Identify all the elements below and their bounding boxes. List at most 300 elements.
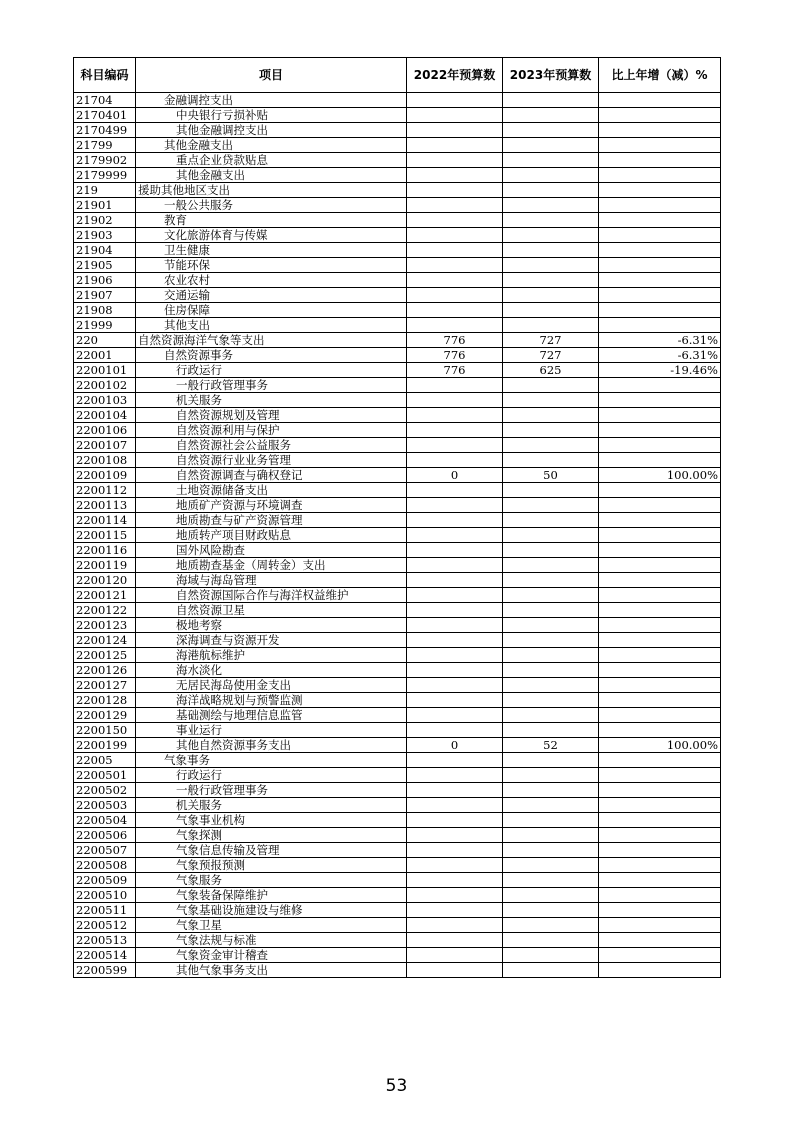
row-budget-2023	[503, 498, 599, 513]
row-item-name: 其他气象事务支出	[136, 963, 407, 978]
table-row	[74, 183, 721, 198]
row-budget-2022	[407, 423, 503, 438]
row-budget-2022	[407, 903, 503, 918]
row-code: 21903	[74, 228, 136, 243]
row-budget-2022	[407, 693, 503, 708]
table-row	[74, 453, 721, 468]
row-change-pct	[599, 708, 721, 723]
row-budget-2022	[407, 513, 503, 528]
row-change-pct	[599, 858, 721, 873]
row-budget-2023: 50	[503, 468, 599, 483]
row-change-pct	[599, 438, 721, 453]
row-code: 2200125	[74, 648, 136, 663]
row-code: 2200126	[74, 663, 136, 678]
row-budget-2023	[503, 783, 599, 798]
row-change-pct	[599, 873, 721, 888]
row-code: 2200511	[74, 903, 136, 918]
row-code: 22001	[74, 348, 136, 363]
table-row	[74, 543, 721, 558]
row-budget-2022	[407, 708, 503, 723]
header-budget-2023: 2023年预算数	[503, 58, 599, 93]
row-item-name: 气象服务	[136, 873, 407, 888]
row-code: 2170499	[74, 123, 136, 138]
row-change-pct	[599, 498, 721, 513]
row-budget-2022: 776	[407, 348, 503, 363]
table-row	[74, 618, 721, 633]
row-change-pct	[599, 618, 721, 633]
row-budget-2023	[503, 798, 599, 813]
row-item-name: 土地资源储备支出	[136, 483, 407, 498]
table-row	[74, 483, 721, 498]
table-row	[74, 753, 721, 768]
row-budget-2023	[503, 123, 599, 138]
row-change-pct	[599, 273, 721, 288]
row-item-name: 一般行政管理事务	[136, 378, 407, 393]
row-item-name: 气象预报预测	[136, 858, 407, 873]
row-code: 2200113	[74, 498, 136, 513]
row-budget-2023	[503, 693, 599, 708]
table-row	[74, 858, 721, 873]
row-item-name: 事业运行	[136, 723, 407, 738]
row-code: 2200121	[74, 588, 136, 603]
row-change-pct	[599, 288, 721, 303]
row-budget-2022	[407, 303, 503, 318]
row-code: 21906	[74, 273, 136, 288]
row-change-pct	[599, 918, 721, 933]
row-code: 2200124	[74, 633, 136, 648]
row-budget-2022	[407, 858, 503, 873]
table-row	[74, 798, 721, 813]
row-budget-2023	[503, 843, 599, 858]
row-code: 2200513	[74, 933, 136, 948]
row-item-name: 自然资源海洋气象等支出	[136, 333, 407, 348]
row-budget-2022	[407, 558, 503, 573]
row-code: 2200102	[74, 378, 136, 393]
row-budget-2023	[503, 678, 599, 693]
row-code: 2200107	[74, 438, 136, 453]
row-change-pct	[599, 948, 721, 963]
row-change-pct	[599, 753, 721, 768]
row-change-pct	[599, 828, 721, 843]
row-code: 2200599	[74, 963, 136, 978]
row-change-pct	[599, 528, 721, 543]
row-budget-2022	[407, 138, 503, 153]
row-item-name: 中央银行亏损补贴	[136, 108, 407, 123]
table-row	[74, 423, 721, 438]
row-item-name: 无居民海岛使用金支出	[136, 678, 407, 693]
row-item-name: 气象探测	[136, 828, 407, 843]
row-item-name: 机关服务	[136, 393, 407, 408]
row-budget-2022	[407, 228, 503, 243]
row-change-pct: -6.31%	[599, 348, 721, 363]
row-budget-2022	[407, 243, 503, 258]
table-row	[74, 498, 721, 513]
row-change-pct	[599, 543, 721, 558]
row-budget-2023	[503, 723, 599, 738]
row-item-name: 卫生健康	[136, 243, 407, 258]
row-change-pct	[599, 723, 721, 738]
row-code: 2200120	[74, 573, 136, 588]
row-code: 22005	[74, 753, 136, 768]
table-row	[74, 783, 721, 798]
row-budget-2023: 625	[503, 363, 599, 378]
row-item-name: 行政运行	[136, 363, 407, 378]
row-budget-2023: 52	[503, 738, 599, 753]
row-change-pct	[599, 393, 721, 408]
row-budget-2022	[407, 828, 503, 843]
table-row	[74, 843, 721, 858]
row-budget-2023	[503, 618, 599, 633]
row-code: 2200503	[74, 798, 136, 813]
table-row	[74, 588, 721, 603]
row-budget-2023	[503, 288, 599, 303]
table-row	[74, 888, 721, 903]
row-code: 21704	[74, 93, 136, 108]
table-row	[74, 348, 721, 363]
row-change-pct	[599, 318, 721, 333]
row-budget-2022	[407, 678, 503, 693]
row-budget-2022	[407, 483, 503, 498]
row-budget-2023	[503, 828, 599, 843]
row-change-pct	[599, 783, 721, 798]
row-budget-2022	[407, 663, 503, 678]
row-budget-2022	[407, 153, 503, 168]
row-change-pct	[599, 453, 721, 468]
table-row	[74, 513, 721, 528]
row-code: 21904	[74, 243, 136, 258]
row-item-name: 深海调查与资源开发	[136, 633, 407, 648]
row-budget-2023	[503, 258, 599, 273]
row-item-name: 极地考察	[136, 618, 407, 633]
table-row	[74, 243, 721, 258]
row-change-pct	[599, 603, 721, 618]
row-budget-2023	[503, 213, 599, 228]
row-code: 220	[74, 333, 136, 348]
table-row	[74, 603, 721, 618]
table-row	[74, 903, 721, 918]
row-budget-2023	[503, 963, 599, 978]
row-budget-2022	[407, 963, 503, 978]
row-change-pct	[599, 93, 721, 108]
row-budget-2023	[503, 303, 599, 318]
row-budget-2022: 776	[407, 333, 503, 348]
row-budget-2022	[407, 198, 503, 213]
row-code: 2200199	[74, 738, 136, 753]
row-item-name: 重点企业贷款贴息	[136, 153, 407, 168]
header-item: 项目	[136, 58, 407, 93]
row-change-pct	[599, 798, 721, 813]
table-row	[74, 948, 721, 963]
row-code: 2200104	[74, 408, 136, 423]
row-budget-2023	[503, 438, 599, 453]
row-budget-2023	[503, 918, 599, 933]
row-change-pct	[599, 213, 721, 228]
table-row	[74, 318, 721, 333]
row-budget-2022	[407, 813, 503, 828]
row-item-name: 基础测绘与地理信息监管	[136, 708, 407, 723]
table-row	[74, 288, 721, 303]
row-change-pct	[599, 423, 721, 438]
row-item-name: 机关服务	[136, 798, 407, 813]
row-budget-2022	[407, 633, 503, 648]
row-item-name: 自然资源利用与保护	[136, 423, 407, 438]
row-code: 2200514	[74, 948, 136, 963]
row-item-name: 地质转产项目财政贴息	[136, 528, 407, 543]
row-item-name: 国外风险勘查	[136, 543, 407, 558]
row-code: 2200129	[74, 708, 136, 723]
row-budget-2023	[503, 558, 599, 573]
row-item-name: 自然资源调查与确权登记	[136, 468, 407, 483]
row-budget-2023	[503, 543, 599, 558]
row-change-pct	[599, 588, 721, 603]
row-budget-2023: 727	[503, 333, 599, 348]
row-budget-2023	[503, 483, 599, 498]
table-row	[74, 273, 721, 288]
row-budget-2022: 0	[407, 738, 503, 753]
row-budget-2022	[407, 873, 503, 888]
row-budget-2023	[503, 318, 599, 333]
row-budget-2022	[407, 378, 503, 393]
row-item-name: 一般行政管理事务	[136, 783, 407, 798]
row-budget-2022	[407, 603, 503, 618]
row-budget-2023	[503, 948, 599, 963]
row-budget-2022	[407, 798, 503, 813]
row-change-pct	[599, 108, 721, 123]
row-item-name: 气象事业机构	[136, 813, 407, 828]
row-budget-2023	[503, 753, 599, 768]
row-item-name: 自然资源国际合作与海洋权益维护	[136, 588, 407, 603]
row-code: 2200123	[74, 618, 136, 633]
row-change-pct	[599, 663, 721, 678]
row-budget-2022	[407, 768, 503, 783]
table-row	[74, 153, 721, 168]
row-code: 2200128	[74, 693, 136, 708]
row-code: 2200112	[74, 483, 136, 498]
row-budget-2023	[503, 573, 599, 588]
row-code: 2200512	[74, 918, 136, 933]
row-change-pct	[599, 408, 721, 423]
row-budget-2023	[503, 933, 599, 948]
row-budget-2022	[407, 213, 503, 228]
row-budget-2022: 776	[407, 363, 503, 378]
row-budget-2023	[503, 423, 599, 438]
row-code: 2179999	[74, 168, 136, 183]
row-budget-2022	[407, 438, 503, 453]
row-change-pct: -19.46%	[599, 363, 721, 378]
table-row	[74, 138, 721, 153]
row-code: 21901	[74, 198, 136, 213]
row-change-pct	[599, 558, 721, 573]
row-budget-2022	[407, 573, 503, 588]
row-code: 2200101	[74, 363, 136, 378]
row-budget-2023	[503, 138, 599, 153]
row-item-name: 金融调控支出	[136, 93, 407, 108]
row-budget-2022	[407, 888, 503, 903]
row-change-pct	[599, 228, 721, 243]
row-code: 21902	[74, 213, 136, 228]
page-number: 53	[385, 1076, 408, 1096]
row-code: 2200507	[74, 843, 136, 858]
row-code: 2200103	[74, 393, 136, 408]
row-budget-2023	[503, 513, 599, 528]
row-code: 2200508	[74, 858, 136, 873]
row-code: 21905	[74, 258, 136, 273]
row-budget-2022	[407, 453, 503, 468]
row-item-name: 气象法规与标准	[136, 933, 407, 948]
row-item-name: 气象卫星	[136, 918, 407, 933]
row-code: 2200510	[74, 888, 136, 903]
table-row	[74, 438, 721, 453]
row-budget-2023	[503, 378, 599, 393]
row-code: 2200150	[74, 723, 136, 738]
table-row	[74, 363, 721, 378]
row-item-name: 住房保障	[136, 303, 407, 318]
row-code: 2200116	[74, 543, 136, 558]
row-change-pct	[599, 843, 721, 858]
table-row	[74, 648, 721, 663]
budget-table	[73, 57, 721, 978]
row-item-name: 海洋战略规划与预警监测	[136, 693, 407, 708]
row-item-name: 地质勘查与矿产资源管理	[136, 513, 407, 528]
row-budget-2023	[503, 633, 599, 648]
row-budget-2022	[407, 933, 503, 948]
table-row	[74, 393, 721, 408]
row-budget-2023	[503, 813, 599, 828]
table-row	[74, 918, 721, 933]
row-code: 2200127	[74, 678, 136, 693]
row-item-name: 其他金融支出	[136, 138, 407, 153]
table-row	[74, 468, 721, 483]
row-change-pct	[599, 258, 721, 273]
row-change-pct	[599, 123, 721, 138]
row-budget-2023	[503, 663, 599, 678]
table-row	[74, 738, 721, 753]
row-code: 2170401	[74, 108, 136, 123]
row-budget-2023	[503, 108, 599, 123]
table-row	[74, 813, 721, 828]
row-budget-2023	[503, 858, 599, 873]
header-row	[74, 58, 721, 93]
row-budget-2023	[503, 408, 599, 423]
row-code: 2200504	[74, 813, 136, 828]
row-change-pct: 100.00%	[599, 738, 721, 753]
row-code: 2200114	[74, 513, 136, 528]
table-row	[74, 933, 721, 948]
row-code: 2200109	[74, 468, 136, 483]
row-budget-2023	[503, 768, 599, 783]
row-code: 2200108	[74, 453, 136, 468]
row-item-name: 气象装备保障维护	[136, 888, 407, 903]
row-item-name: 自然资源社会公益服务	[136, 438, 407, 453]
table-row	[74, 633, 721, 648]
row-change-pct	[599, 933, 721, 948]
row-change-pct	[599, 153, 721, 168]
row-change-pct	[599, 378, 721, 393]
row-budget-2023	[503, 153, 599, 168]
row-item-name: 节能环保	[136, 258, 407, 273]
row-budget-2022: 0	[407, 468, 503, 483]
row-item-name: 其他自然资源事务支出	[136, 738, 407, 753]
table-row	[74, 663, 721, 678]
row-budget-2022	[407, 123, 503, 138]
table-row	[74, 108, 721, 123]
row-item-name: 地质矿产资源与环境调查	[136, 498, 407, 513]
table-row	[74, 93, 721, 108]
table-row	[74, 198, 721, 213]
row-budget-2023	[503, 873, 599, 888]
row-code: 2200122	[74, 603, 136, 618]
row-code: 2200506	[74, 828, 136, 843]
row-item-name: 自然资源卫星	[136, 603, 407, 618]
row-item-name: 援助其他地区支出	[136, 183, 407, 198]
row-budget-2022	[407, 723, 503, 738]
row-item-name: 其他金融调控支出	[136, 123, 407, 138]
table-row	[74, 168, 721, 183]
table-row	[74, 873, 721, 888]
row-budget-2022	[407, 648, 503, 663]
row-budget-2023	[503, 273, 599, 288]
table-row	[74, 963, 721, 978]
row-code: 21907	[74, 288, 136, 303]
row-budget-2022	[407, 393, 503, 408]
row-code: 2200106	[74, 423, 136, 438]
row-code: 219	[74, 183, 136, 198]
row-change-pct	[599, 138, 721, 153]
row-budget-2022	[407, 543, 503, 558]
row-budget-2022	[407, 318, 503, 333]
table-row	[74, 213, 721, 228]
row-budget-2023	[503, 168, 599, 183]
row-item-name: 自然资源行业业务管理	[136, 453, 407, 468]
row-budget-2023	[503, 603, 599, 618]
row-item-name: 一般公共服务	[136, 198, 407, 213]
row-budget-2023	[503, 228, 599, 243]
row-code: 2200509	[74, 873, 136, 888]
table-row	[74, 528, 721, 543]
row-budget-2022	[407, 273, 503, 288]
row-change-pct: -6.31%	[599, 333, 721, 348]
row-budget-2022	[407, 168, 503, 183]
row-budget-2023	[503, 708, 599, 723]
row-item-name: 气象基础设施建设与维修	[136, 903, 407, 918]
row-item-name: 自然资源事务	[136, 348, 407, 363]
table-row	[74, 408, 721, 423]
table-row	[74, 693, 721, 708]
row-code: 2200119	[74, 558, 136, 573]
row-change-pct	[599, 243, 721, 258]
row-budget-2023	[503, 93, 599, 108]
row-budget-2022	[407, 843, 503, 858]
row-item-name: 文化旅游体育与传媒	[136, 228, 407, 243]
table-row	[74, 558, 721, 573]
row-budget-2022	[407, 948, 503, 963]
header-budget-2022: 2022年预算数	[407, 58, 503, 93]
row-change-pct	[599, 513, 721, 528]
row-code: 2179902	[74, 153, 136, 168]
row-change-pct	[599, 303, 721, 318]
row-item-name: 地质勘查基金（周转金）支出	[136, 558, 407, 573]
table-row	[74, 678, 721, 693]
row-change-pct	[599, 198, 721, 213]
row-budget-2022	[407, 108, 503, 123]
row-item-name: 海水淡化	[136, 663, 407, 678]
row-budget-2022	[407, 498, 503, 513]
row-change-pct	[599, 963, 721, 978]
table-row	[74, 723, 721, 738]
table-row	[74, 768, 721, 783]
row-item-name: 其他金融支出	[136, 168, 407, 183]
row-budget-2023	[503, 648, 599, 663]
